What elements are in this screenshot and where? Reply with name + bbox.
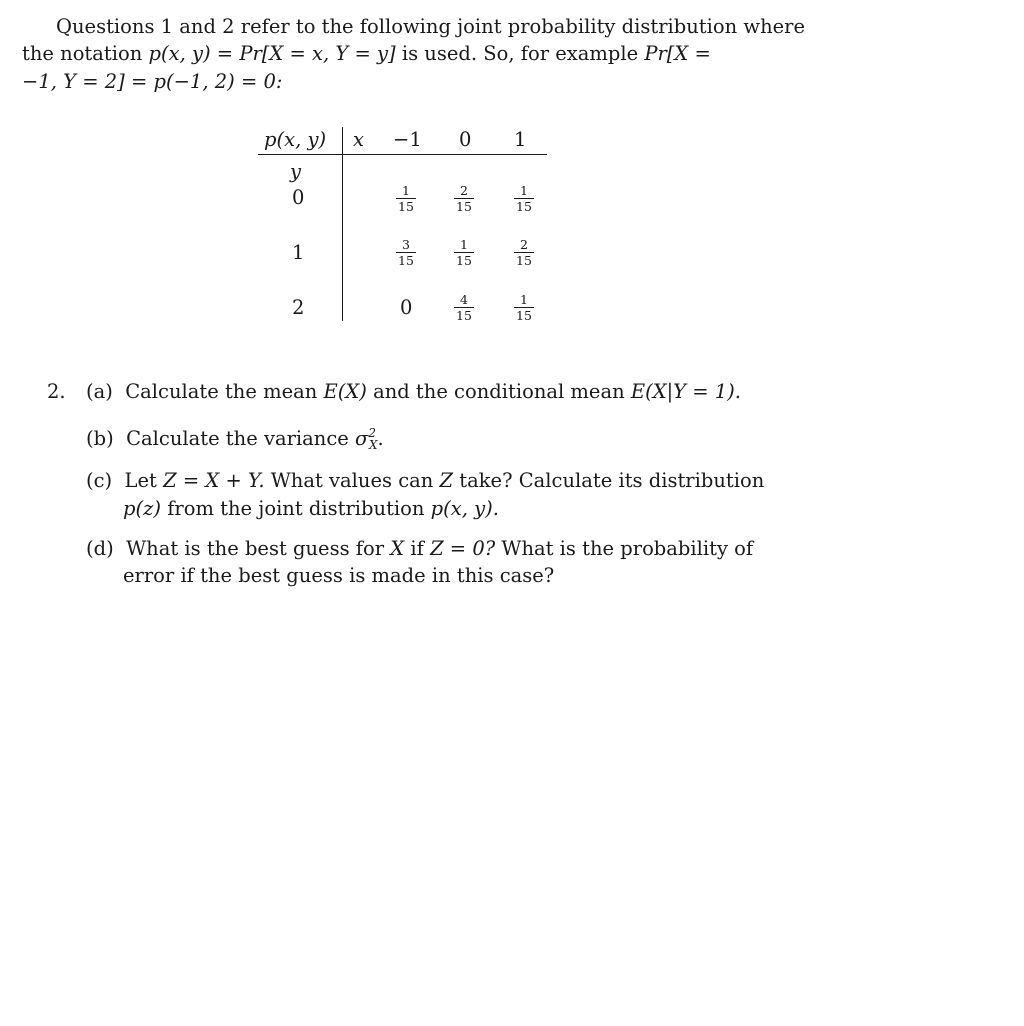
- intro-line-2-a: the notation: [22, 42, 143, 65]
- table-cell-fraction: 3 15: [391, 238, 421, 267]
- part-c-expr: p(z): [123, 497, 161, 520]
- question-part-a: [86, 380, 741, 403]
- part-c-label: (c): [86, 469, 113, 492]
- part-a-text: Calculate the mean: [125, 380, 318, 403]
- part-d-text: What is the best guess for: [126, 537, 385, 560]
- part-a-label: (a): [86, 380, 113, 403]
- intro-line-3: [22, 70, 282, 93]
- intro-line-1: Questions 1 and 2 refer to the following joint probability distribution where: [56, 15, 806, 38]
- part-c-text: take? Calculate its distribution: [459, 469, 765, 492]
- table-horizontal-rule: [258, 154, 547, 155]
- question-part-b: [86, 426, 384, 452]
- part-a-text: and the conditional mean: [373, 380, 625, 403]
- part-c-text: from the joint distribution: [167, 497, 425, 520]
- part-c-expr: Z = X + Y.: [163, 469, 265, 492]
- part-a-expr: E(X|Y = 1).: [630, 380, 741, 403]
- part-d-expr: X: [390, 537, 405, 560]
- table-x-value: 1: [514, 128, 527, 151]
- part-d-label: (d): [86, 537, 114, 560]
- part-b-end: .: [377, 427, 384, 450]
- intro-notation-expr: p(x, y) = Pr[X = x, Y = y]: [148, 42, 396, 65]
- question-part-d: [86, 537, 753, 560]
- part-d-text: if: [410, 537, 424, 560]
- table-x-value: −1: [393, 128, 422, 151]
- table-corner-label: p(x, y): [264, 128, 327, 151]
- intro-example-expr-start: Pr[X =: [644, 42, 711, 65]
- table-cell-fraction: 2 15: [509, 238, 539, 267]
- table-y-value: 1: [292, 241, 305, 264]
- table-cell-fraction: 1 15: [509, 184, 539, 213]
- part-c-text: Let: [124, 469, 157, 492]
- question-part-c-line-2: [123, 497, 499, 520]
- table-vertical-rule: [342, 127, 343, 321]
- table-x-value: 0: [459, 128, 472, 151]
- question-part-d-line-2: error if the best guess is made in this case?: [123, 564, 555, 587]
- table-cell-fraction: 1 15: [509, 293, 539, 322]
- part-c-text: What values can: [270, 469, 434, 492]
- question-part-c: [86, 469, 764, 492]
- part-b-label: (b): [86, 427, 114, 450]
- question-number: 2.: [47, 380, 66, 403]
- part-b-text: Calculate the variance: [126, 427, 349, 450]
- part-d-text: What is the probability of: [501, 537, 754, 560]
- table-cell-fraction: 1 15: [391, 184, 421, 213]
- part-b-expr: $\sigma^2_X$: [355, 426, 378, 452]
- intro-line-2: [22, 42, 711, 65]
- table-cell-fraction: 2 15: [449, 184, 479, 213]
- intro-line-2-c: is used. So, for example: [401, 42, 639, 65]
- part-c-expr: p(x, y).: [430, 497, 499, 520]
- table-x-label: x: [353, 128, 364, 151]
- table-cell-fraction: 4 15: [449, 293, 479, 322]
- table-cell-fraction: 1 15: [449, 238, 479, 267]
- table-y-value: 2: [292, 296, 305, 319]
- part-a-expr: E(X): [323, 380, 367, 403]
- intro-example-expr-end: −1, Y = 2] = p(−1, 2) = 0:: [22, 70, 283, 93]
- table-y-label: y: [290, 160, 302, 183]
- table-cell-value: 0: [400, 296, 413, 319]
- part-c-expr: Z: [439, 469, 454, 492]
- part-d-expr: Z = 0?: [430, 537, 496, 560]
- table-y-value: 0: [292, 186, 305, 209]
